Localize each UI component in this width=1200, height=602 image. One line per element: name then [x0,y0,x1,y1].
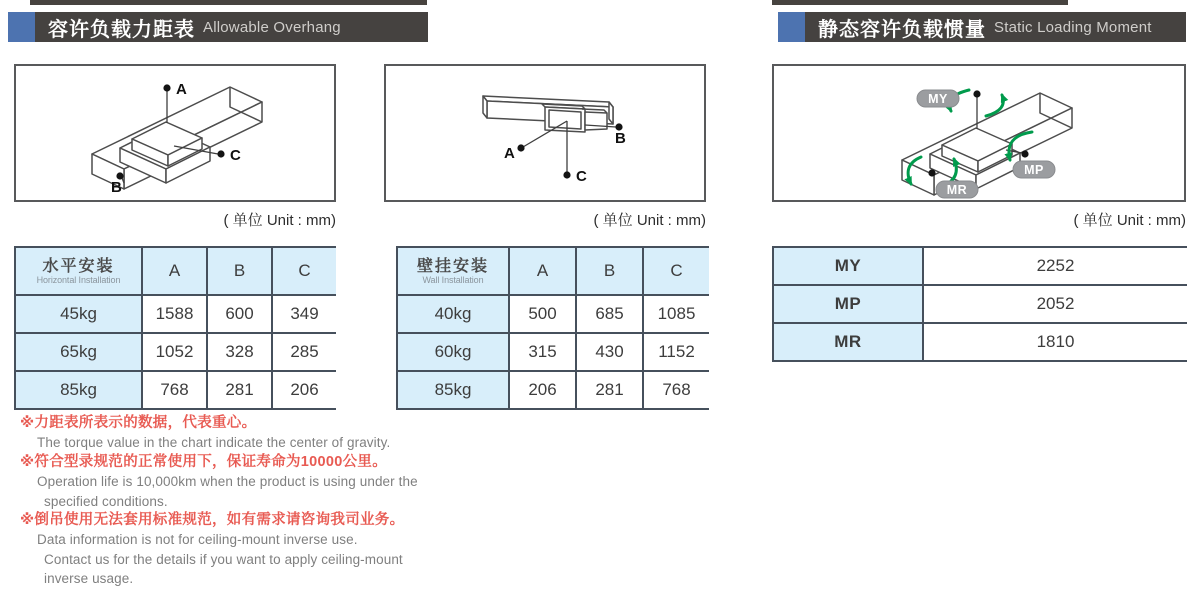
load-cell: 65kg [15,333,142,371]
point-a-dot [517,144,524,151]
load-cell: 45kg [15,295,142,333]
moment-value-cell: 2252 [923,247,1187,285]
value-cell: 768 [643,371,709,409]
blue-square-accent [8,12,35,42]
table-title-cell: 壁挂安装 Wall Installation [397,247,509,295]
table-row [397,371,709,409]
point-c-dot [563,171,570,178]
point-a-dot [163,84,170,91]
diagram-static-moment [772,64,1186,202]
table-row [773,323,1187,361]
moment-label-cell: MY [773,247,923,285]
note-en: specified conditions. [44,493,168,509]
section-header-overhang [8,12,428,42]
load-cell: 60kg [397,333,509,371]
table-header-row [15,247,336,295]
col-header-c: C [272,247,336,295]
value-cell: 500 [509,295,576,333]
mp-badge-label: MP [1024,163,1044,177]
note-zh: ※力距表所表示的数据，代表重心。 [20,415,257,431]
value-cell: 1085 [643,295,709,333]
value-cell: 206 [509,371,576,409]
moment-label-cell: MR [773,323,923,361]
col-header-b: B [207,247,272,295]
table-row [397,333,709,371]
col-header-c: C [643,247,709,295]
section-title-zh: 静态容许负载惯量 [818,18,986,41]
value-cell: 349 [272,295,336,333]
section-title-en: Static Loading Moment [994,18,1152,36]
note-en: Data information is not for ceiling-mount inverse use. [37,532,358,548]
load-cell: 85kg [397,371,509,409]
value-cell: 430 [576,333,643,371]
col-header-a: A [142,247,207,295]
moment-label-cell: MP [773,285,923,323]
value-cell: 281 [576,371,643,409]
point-a-label: A [504,145,515,162]
unit-label: ( 单位 Unit : mm) [223,212,336,229]
value-cell: 600 [207,295,272,333]
diagram-wall-installation [384,64,706,202]
table-row [15,295,336,333]
note-en: Operation life is 10,000km when the product is using under the [37,474,418,490]
note-zh: ※符合型录规范的正常使用下，保证寿命为10000公里。 [20,453,388,470]
col-header-a: A [509,247,576,295]
value-cell: 1052 [142,333,207,371]
rail-moment-drawing [774,66,1184,200]
value-cell: 768 [142,371,207,409]
diagram-horizontal-installation [14,64,336,202]
footnotes [20,414,490,589]
table-horizontal-installation [14,246,336,410]
table-header-row [397,247,709,295]
note-en: inverse usage. [44,571,134,587]
value-cell: 328 [207,333,272,371]
table-wall-installation [396,246,709,410]
value-cell: 206 [272,371,336,409]
point-a-label: A [176,81,187,98]
col-header-b: B [576,247,643,295]
note-en: The torque value in the chart indicate the center of gravity. [37,435,391,451]
mr-badge-label: MR [946,183,968,197]
point-c-label: C [230,147,241,164]
section-header-moment [778,12,1186,42]
moment-value-cell: 1810 [923,323,1187,361]
section-title-zh: 容许负载力距表 [48,18,195,41]
table-row [397,295,709,333]
section-title-en: Allowable Overhang [203,18,341,36]
table-row [773,285,1187,323]
point-b-label: B [615,130,626,147]
my-badge-label: MY [928,92,948,106]
load-cell: 85kg [15,371,142,409]
note-zh: ※倒吊使用无法套用标准规范，如有需求请咨询我司业务。 [20,512,405,529]
value-cell: 685 [576,295,643,333]
table-title-cell: 水平安装 Horizontal Installation [15,247,142,295]
value-cell: 1588 [142,295,207,333]
table-row [773,247,1187,285]
point-c-dot [217,150,224,157]
rail-side-drawing [386,66,704,200]
table-row [15,333,336,371]
value-cell: 285 [272,333,336,371]
value-cell: 315 [509,333,576,371]
top-divider-right [772,0,1068,5]
blue-square-accent [778,12,805,42]
point-c-label: C [576,168,587,185]
load-cell: 40kg [397,295,509,333]
unit-label: ( 单位 Unit : mm) [593,212,706,229]
top-divider-left [30,0,427,5]
table-static-moment [772,246,1187,362]
rail-isometric-drawing [16,66,334,200]
value-cell: 1152 [643,333,709,371]
moment-value-cell: 2052 [923,285,1187,323]
point-b-label: B [111,179,122,196]
note-en: Contact us for the details if you want to apply ceiling-mount [44,551,403,567]
value-cell: 281 [207,371,272,409]
table-row [15,371,336,409]
unit-label: ( 单位 Unit : mm) [1073,212,1186,229]
